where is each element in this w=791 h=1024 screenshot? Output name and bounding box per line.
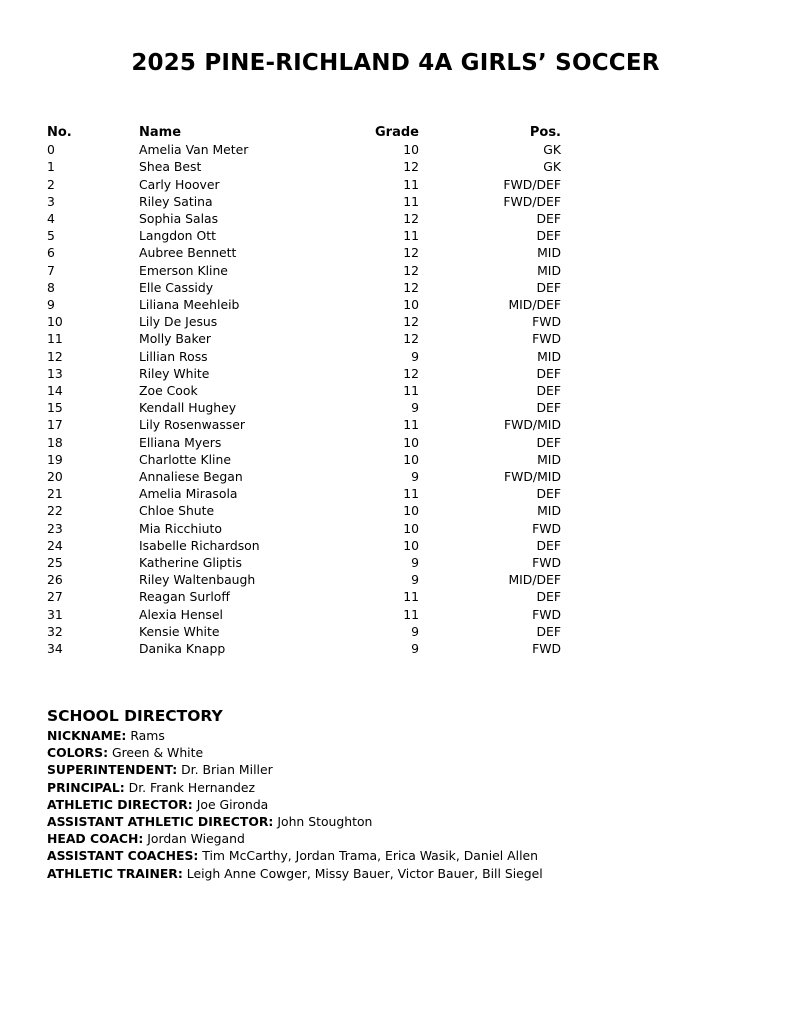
- page-title: 2025 PINE-RICHLAND 4A GIRLS’ SOCCER: [131, 50, 660, 76]
- player-grade: 12: [403, 331, 419, 347]
- player-position: FWD/DEF: [503, 176, 561, 192]
- player-number: 6: [47, 245, 55, 261]
- player-number: 10: [47, 314, 63, 330]
- player-name: Kendall Hughey: [139, 400, 237, 416]
- player-name: Lillian Ross: [139, 348, 208, 364]
- directory-entry: [47, 847, 543, 864]
- player-position: MID: [537, 262, 561, 278]
- player-name: Elliana Myers: [139, 434, 222, 450]
- player-number: 11: [47, 331, 63, 347]
- player-number: 34: [47, 641, 63, 657]
- table-row: [47, 571, 561, 588]
- directory-entry: [47, 813, 543, 830]
- player-name: Amelia Van Meter: [139, 142, 249, 158]
- directory-entry: [47, 779, 543, 796]
- player-number: 4: [47, 211, 55, 227]
- player-grade: 9: [411, 400, 419, 416]
- player-position: FWD: [532, 555, 561, 571]
- player-name: Mia Ricchiuto: [139, 520, 222, 536]
- player-number: 1: [47, 159, 55, 175]
- table-row: [47, 296, 561, 313]
- player-position: MID: [537, 348, 561, 364]
- player-position: FWD: [532, 520, 561, 536]
- directory-entry-value: Joe Gironda: [196, 796, 269, 812]
- header-position: Pos.: [529, 125, 561, 140]
- player-number: 24: [47, 537, 63, 553]
- player-name: Emerson Kline: [139, 262, 228, 278]
- player-grade: 10: [403, 297, 419, 313]
- player-number: 17: [47, 417, 63, 433]
- player-number: 7: [47, 262, 55, 278]
- player-grade: 11: [403, 589, 419, 605]
- table-row: [47, 451, 561, 468]
- directory-entry-value: Dr. Brian Miller: [181, 762, 273, 778]
- directory-entry-value: Jordan Wiegand: [147, 831, 245, 847]
- table-row: [47, 279, 561, 296]
- table-row: [47, 537, 561, 554]
- directory-entry-label: COLORS:: [47, 745, 109, 761]
- player-position: GK: [543, 159, 561, 175]
- directory-entry-label: ASSISTANT ATHLETIC DIRECTOR:: [47, 814, 274, 830]
- player-grade: 12: [403, 279, 419, 295]
- table-row: [47, 210, 561, 227]
- player-number: 8: [47, 279, 55, 295]
- player-position: MID: [537, 451, 561, 467]
- player-grade: 12: [403, 159, 419, 175]
- player-grade: 9: [411, 348, 419, 364]
- player-number: 14: [47, 383, 63, 399]
- directory-entry: [47, 727, 543, 744]
- player-grade: 10: [403, 434, 419, 450]
- player-number: 23: [47, 520, 63, 536]
- player-grade: 11: [403, 486, 419, 502]
- player-number: 0: [47, 142, 55, 158]
- directory-entry-label: ASSISTANT COACHES:: [47, 848, 199, 864]
- player-grade: 12: [403, 262, 419, 278]
- player-name: Lily Rosenwasser: [139, 417, 245, 433]
- table-row: [47, 176, 561, 193]
- player-name: Riley Satina: [139, 193, 213, 209]
- player-grade: 10: [403, 520, 419, 536]
- player-number: 2: [47, 176, 55, 192]
- player-name: Langdon Ott: [139, 228, 216, 244]
- table-row: [47, 158, 561, 175]
- player-number: 12: [47, 348, 63, 364]
- table-row: [47, 227, 561, 244]
- player-name: Alexia Hensel: [139, 606, 223, 622]
- player-number: 27: [47, 589, 63, 605]
- table-row: [47, 623, 561, 640]
- player-number: 13: [47, 365, 63, 381]
- table-row: [47, 262, 561, 279]
- table-row: [47, 313, 561, 330]
- directory-entry-label: PRINCIPAL:: [47, 779, 125, 795]
- player-position: FWD/MID: [504, 417, 561, 433]
- player-position: GK: [543, 142, 561, 158]
- player-number: 19: [47, 451, 63, 467]
- header-number: No.: [47, 125, 72, 140]
- table-row: [47, 520, 561, 537]
- player-number: 20: [47, 469, 63, 485]
- player-name: Molly Baker: [139, 331, 211, 347]
- player-name: Liliana Meehleib: [139, 297, 240, 313]
- player-position: DEF: [536, 623, 561, 639]
- directory-entry: [47, 865, 543, 882]
- directory-entry-value: John Stoughton: [277, 814, 373, 830]
- directory-entry-label: NICKNAME:: [47, 728, 127, 743]
- player-grade: 10: [403, 451, 419, 467]
- directory-entry: [47, 830, 543, 847]
- player-grade: 9: [411, 572, 419, 588]
- player-grade: 9: [411, 555, 419, 571]
- table-row: [47, 640, 561, 657]
- player-number: 25: [47, 555, 63, 571]
- player-name: Carly Hoover: [139, 176, 220, 192]
- table-row: [47, 141, 561, 158]
- player-position: FWD/MID: [504, 469, 561, 485]
- player-name: Chloe Shute: [139, 503, 215, 519]
- player-grade: 11: [403, 228, 419, 244]
- player-grade: 9: [411, 469, 419, 485]
- directory-entry-value: Leigh Anne Cowger, Missy Bauer, Victor Bauer, Bill Siegel: [186, 865, 543, 881]
- player-grade: 11: [403, 193, 419, 209]
- roster-header-row: [47, 124, 561, 141]
- player-name: Annaliese Began: [139, 469, 243, 485]
- directory-entry: [47, 761, 543, 778]
- player-name: Isabelle Richardson: [139, 537, 260, 553]
- player-number: 9: [47, 297, 55, 313]
- player-grade: 9: [411, 623, 419, 639]
- player-grade: 9: [411, 641, 419, 657]
- player-name: Shea Best: [139, 159, 202, 175]
- player-name: Kensie White: [139, 623, 220, 639]
- table-row: [47, 468, 561, 485]
- player-grade: 10: [403, 537, 419, 553]
- school-directory: [47, 706, 543, 882]
- header-name: Name: [139, 125, 182, 140]
- player-name: Sophia Salas: [139, 211, 219, 227]
- player-position: DEF: [536, 211, 561, 227]
- player-name: Riley White: [139, 365, 210, 381]
- player-grade: 10: [403, 142, 419, 158]
- player-grade: 12: [403, 245, 419, 261]
- directory-entry-value: Dr. Frank Hernandez: [128, 779, 256, 795]
- player-position: MID: [537, 503, 561, 519]
- roster-table: [47, 124, 561, 657]
- player-number: 31: [47, 606, 63, 622]
- player-position: DEF: [536, 434, 561, 450]
- directory-heading: SCHOOL DIRECTORY: [47, 707, 223, 725]
- player-grade: 11: [403, 606, 419, 622]
- player-grade: 11: [403, 383, 419, 399]
- directory-entry: [47, 744, 543, 761]
- directory-list: [47, 727, 543, 882]
- table-row: [47, 348, 561, 365]
- player-position: MID/DEF: [508, 297, 561, 313]
- player-number: 32: [47, 623, 63, 639]
- player-number: 26: [47, 572, 63, 588]
- directory-entry-value: Green & White: [112, 745, 204, 761]
- directory-entry: [47, 796, 543, 813]
- player-grade: 12: [403, 314, 419, 330]
- player-name: Elle Cassidy: [139, 279, 214, 295]
- player-position: FWD: [532, 314, 561, 330]
- directory-entry-label: ATHLETIC DIRECTOR:: [47, 796, 193, 812]
- player-name: Aubree Bennett: [139, 245, 237, 261]
- player-position: DEF: [536, 279, 561, 295]
- player-name: Charlotte Kline: [139, 451, 231, 467]
- table-row: [47, 554, 561, 571]
- player-position: MID: [537, 245, 561, 261]
- player-position: MID/DEF: [508, 572, 561, 588]
- player-grade: 11: [403, 417, 419, 433]
- table-row: [47, 606, 561, 623]
- player-number: 3: [47, 193, 55, 209]
- player-grade: 12: [403, 211, 419, 227]
- table-row: [47, 365, 561, 382]
- player-position: DEF: [536, 400, 561, 416]
- table-row: [47, 502, 561, 519]
- table-row: [47, 588, 561, 605]
- player-name: Reagan Surloff: [139, 589, 230, 605]
- table-row: [47, 434, 561, 451]
- player-grade: 11: [403, 176, 419, 192]
- player-position: FWD: [532, 641, 561, 657]
- player-position: DEF: [536, 228, 561, 244]
- table-row: [47, 416, 561, 433]
- player-position: DEF: [536, 365, 561, 381]
- table-row: [47, 399, 561, 416]
- player-position: DEF: [536, 383, 561, 399]
- directory-entry-label: SUPERINTENDENT:: [47, 762, 178, 778]
- directory-entry-label: ATHLETIC TRAINER:: [47, 865, 183, 881]
- player-name: Katherine Gliptis: [139, 555, 242, 571]
- player-name: Riley Waltenbaugh: [139, 572, 256, 588]
- table-row: [47, 485, 561, 502]
- player-number: 21: [47, 486, 63, 502]
- table-row: [47, 244, 561, 261]
- player-position: FWD: [532, 331, 561, 347]
- roster-body: [47, 141, 561, 657]
- player-position: FWD: [532, 606, 561, 622]
- player-grade: 10: [403, 503, 419, 519]
- player-grade: 12: [403, 365, 419, 381]
- player-number: 15: [47, 400, 63, 416]
- table-row: [47, 382, 561, 399]
- table-row: [47, 193, 561, 210]
- player-name: Amelia Mirasola: [139, 486, 238, 502]
- header-grade: Grade: [375, 125, 419, 140]
- table-row: [47, 330, 561, 347]
- player-position: DEF: [536, 537, 561, 553]
- player-position: DEF: [536, 486, 561, 502]
- directory-entry-value: Rams: [130, 728, 165, 743]
- directory-entry-value: Tim McCarthy, Jordan Trama, Erica Wasik, Daniel Allen: [202, 848, 538, 864]
- player-name: Lily De Jesus: [139, 314, 218, 330]
- player-name: Danika Knapp: [139, 641, 226, 657]
- player-position: FWD/DEF: [503, 193, 561, 209]
- player-number: 18: [47, 434, 63, 450]
- player-name: Zoe Cook: [139, 383, 198, 399]
- player-number: 5: [47, 228, 55, 244]
- player-position: DEF: [536, 589, 561, 605]
- directory-entry-label: HEAD COACH:: [47, 831, 144, 847]
- player-number: 22: [47, 503, 63, 519]
